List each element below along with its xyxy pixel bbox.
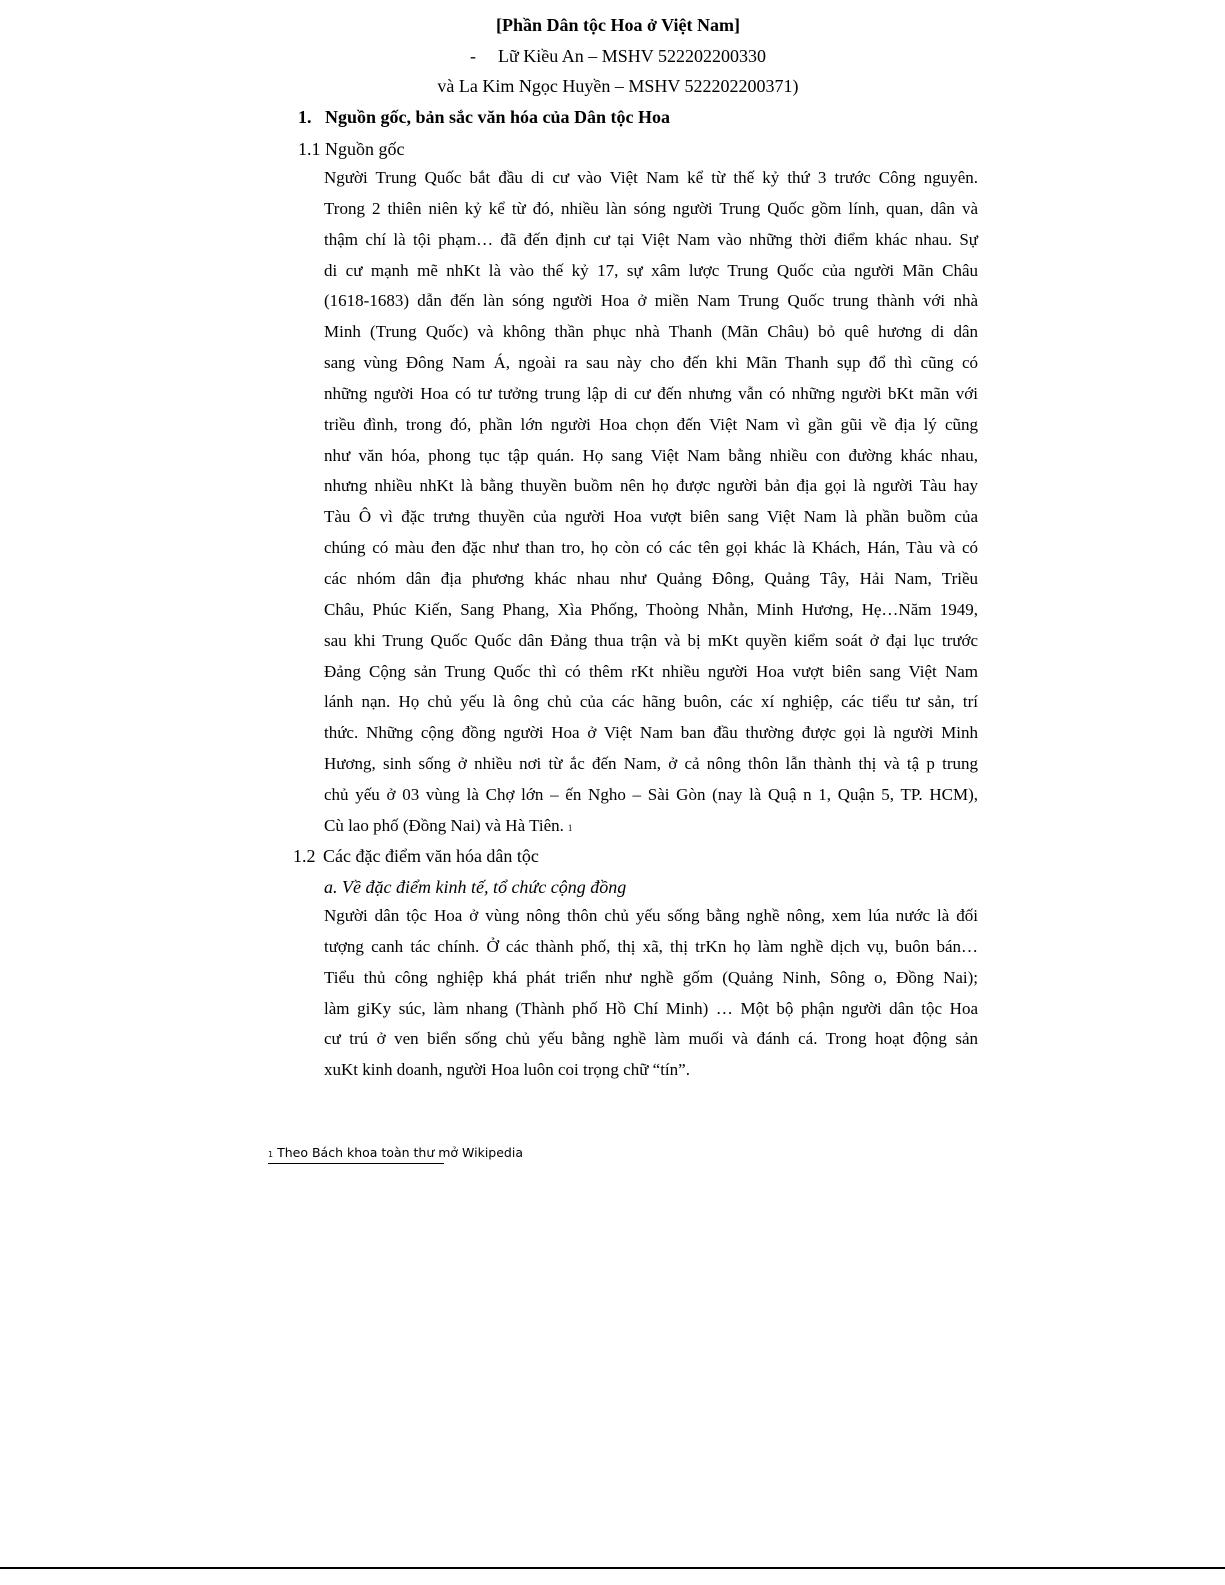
paragraph-line: Trong 2 thiên niên kỷ kể từ đó, nhiều làn sóng người Trung Quốc gồm lính, quan, dân và — [324, 198, 978, 218]
author-line-2: và La Kim Ngọc Huyền – MSHV 522202200371) — [437, 76, 799, 96]
paragraph-line: sau khi Trung Quốc Quốc dân Đảng thua trận và bị mKt quyền kiểm soát ở đại lục trước — [324, 630, 978, 650]
author-line-1 — [0, 46, 1225, 67]
subsection-a-heading: a. Về đặc điểm kinh tế, tổ chức cộng đồng — [324, 877, 627, 897]
paragraph-line: (1618-1683) dẫn đến làn sóng người Hoa ở miền Nam Trung Quốc trung thành với nhà — [324, 291, 978, 311]
document-title: [Phần Dân tộc Hoa ở Việt Nam] — [496, 15, 740, 35]
paragraph-line: sang vùng Đông Nam Á, ngoài ra sau này cho đến khi Mãn Thanh sụp đổ thì cũng có — [324, 353, 978, 373]
section-1-title: Nguồn gốc, bản sắc văn hóa của Dân tộc Hoa — [325, 107, 671, 127]
paragraph-line — [324, 811, 978, 842]
paragraph-line: lánh nạn. Họ chủ yếu là ông chủ của các hãng buôn, các xí nghiệp, các tiểu tư sản, trí — [324, 692, 978, 712]
author-text-1: Lữ Kiều An – MSHV 522202200330 — [498, 46, 766, 66]
paragraph-line: Châu, Phúc Kiến, Sang Phang, Xìa Phống, Thoòng Nhằn, Minh Hương, Hẹ…Năm 1949, — [324, 599, 978, 619]
paragraph-line: tượng canh tác chính. Ở các thành phố, thị xã, thị trKn họ làm nghề dịch vụ, buôn bán… — [324, 936, 978, 956]
paragraph-line: nhưng nhiều nhKt là bằng thuyền buồm nên họ được người bản địa gọi là người Tàu hay — [324, 476, 978, 496]
paragraph-line: Tàu Ô vì đặc trưng thuyền của người Hoa vượt biên sang Việt Nam là phần buồm của — [324, 507, 978, 527]
section-1-1-paragraph — [324, 163, 978, 842]
footnote-separator — [268, 1163, 444, 1164]
section-1-heading — [298, 107, 670, 128]
paragraph-line: Hương, sinh sống ở nhiều nơi từ ắc đến Nam, ở cả nông thôn lẫn thành thị và tậ p trung — [324, 754, 978, 774]
section-1-2-title: Các đặc điểm văn hóa dân tộc — [323, 846, 539, 866]
paragraph-line: triều đình, trong đó, phần lớn người Hoa chọn đến Việt Nam vì gần gũi về địa lý cũng — [324, 414, 978, 434]
section-1-2-number: 1.2 — [293, 846, 316, 866]
list-dash: - — [470, 46, 477, 66]
paragraph-line-text: Cù lao phố (Đồng Nai) và Hà Tiên. — [324, 815, 564, 835]
paragraph-line: xuKt kinh doanh, người Hoa luôn coi trọng chữ “tín”. — [324, 1060, 690, 1080]
paragraph-line: cư trú ở ven biển sống chủ yếu bằng nghề làm muối và đánh cá. Trong hoạt động sản — [324, 1029, 978, 1049]
paragraph-line: Đảng Cộng sản Trung Quốc thì có thêm rKt nhiều người Hoa vượt biên sang Việt Nam — [324, 661, 978, 681]
paragraph-line: thậm chí là tội phạm… đã đến định cư tại Việt Nam vào những thời điểm khác nhau. Sự — [324, 229, 978, 249]
section-1-1-heading: 1.1 Nguồn gốc — [298, 139, 405, 159]
section-1-2-heading — [293, 846, 539, 867]
paragraph-line: những người Hoa có tư tưởng trung lập di cư đến nhưng vẫn có những người bKt mãn với — [324, 383, 978, 403]
paragraph-line: Tiểu thủ công nghiệp khá phát triển như nghề gốm (Quảng Ninh, Sông o, Đồng Nai); — [324, 967, 978, 987]
page-bottom-border — [0, 1567, 1225, 1569]
section-1-number: 1. — [298, 107, 312, 127]
paragraph-line: như văn hóa, phong tục tập quán. Họ sang Việt Nam bằng nhiều con đường khác nhau, — [324, 445, 978, 465]
paragraph-line: di cư mạnh mẽ nhKt là vào thế kỷ 17, sự xâm lược Trung Quốc của người Mãn Châu — [324, 260, 978, 280]
paragraph-line: Người dân tộc Hoa ở vùng nông thôn chủ yếu sống bằng nghề nông, xem lúa nước là đối — [324, 906, 978, 925]
paragraph-line: làm giKy súc, làm nhang (Thành phố Hồ Chí Minh) … Một bộ phận người dân tộc Hoa — [324, 998, 978, 1018]
paragraph-line: Người Trung Quốc bắt đầu di cư vào Việt Nam kể từ thế kỷ thứ 3 trước Công nguyên. — [324, 168, 978, 187]
footnote-text: Theo Bách khoa toàn thư mở Wikipedia — [277, 1145, 523, 1160]
footnote-marker: 1 — [268, 1150, 274, 1159]
footnote — [268, 1145, 523, 1160]
paragraph-line: chủ yếu ở 03 vùng là Chợ lớn – ến Ngho – Sài Gòn (nay là Quậ n 1, Quận 5, TP. HCM), — [324, 784, 978, 804]
paragraph-line: thức. Những cộng đồng người Hoa ở Việt Nam ban đầu thường được gọi là người Minh — [324, 723, 978, 743]
paragraph-line: Minh (Trung Quốc) và không thần phục nhà Thanh (Mãn Châu) bỏ quê hương di dân — [324, 322, 978, 342]
paragraph-line: các nhóm dân địa phương khác nhau như Quảng Đông, Quảng Tây, Hải Nam, Triều — [324, 568, 978, 588]
paragraph-line: chúng có màu đen đặc như than tro, họ còn có các tên gọi khác là Khách, Hán, Tàu và có — [324, 538, 978, 558]
section-1-2-paragraph — [324, 901, 978, 1086]
footnote-reference[interactable]: 1 — [567, 822, 573, 833]
